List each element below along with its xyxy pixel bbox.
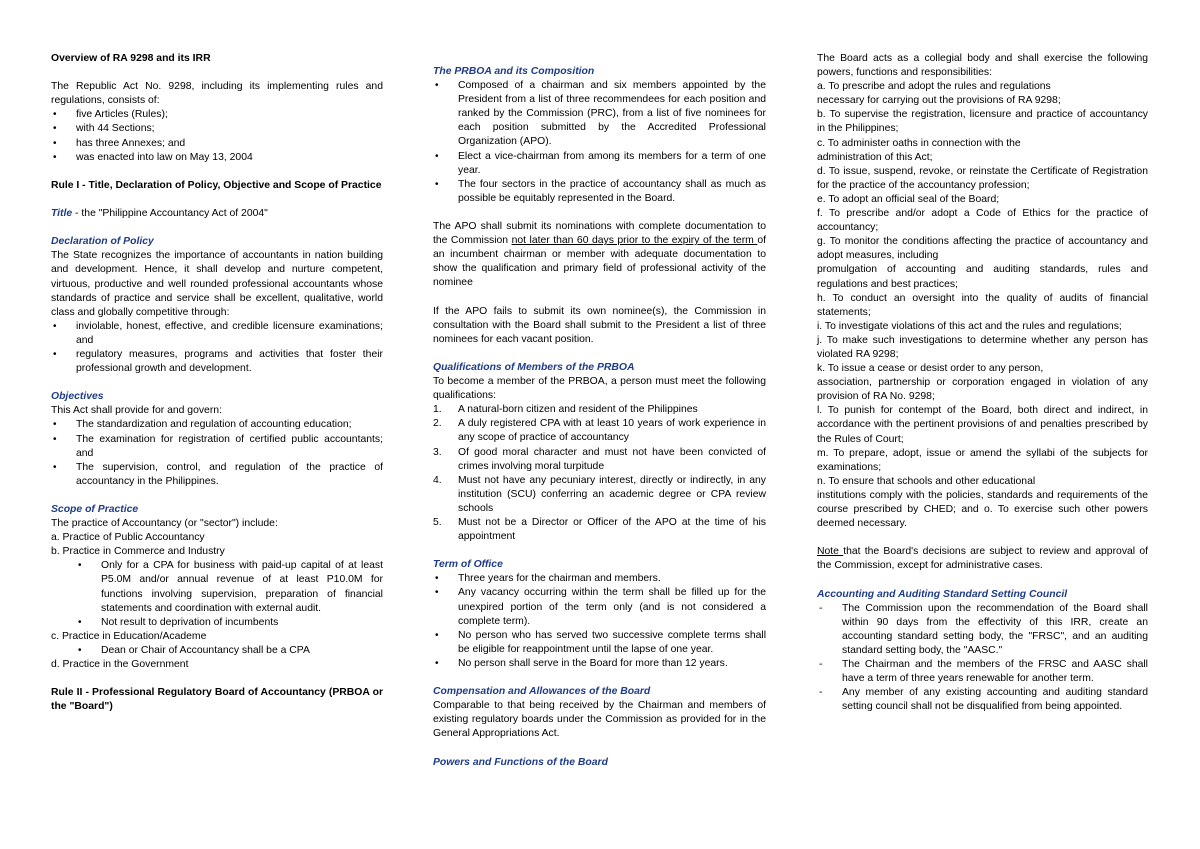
power-line: c. To administer oaths in connection with the	[817, 137, 1021, 149]
powers-intro: The Board acts as a collegial body and shall exercise the following powers, functions and responsibilities:	[817, 53, 1148, 79]
compensation-text: Comparable to that being received by the Chairman and members of existing regulatory boards under the Commission as provided for in the General Appropriations Act.	[433, 700, 766, 740]
power-line: promulgation of accounting and auditing standards, rules and regulations and best practices;	[817, 264, 1148, 290]
power-line: k. To issue a cease or desist order to any person,	[817, 363, 1044, 375]
term-heading: Term of Office	[433, 559, 503, 571]
list-item: • The standardization and regulation of accounting education;	[51, 418, 383, 432]
power-line: f. To prescribe and/or adopt a Code of Ethics for the practice of accountancy;	[817, 208, 1148, 234]
council-heading: Accounting and Auditing Standard Setting Council	[817, 588, 1068, 600]
council-list	[817, 602, 1148, 715]
list-item: • The examination for registration of certified public accountants; and	[51, 433, 383, 461]
list-item: • Dean or Chair of Accountancy shall be a CPA	[76, 644, 383, 658]
intro-text: The Republic Act No. 9298, including its implementing rules and regulations, consists of:	[51, 81, 383, 107]
title-line	[51, 207, 383, 221]
power-line: institutions comply with the policies, standards and requirements of the course prescribed by CHED; and o. To exercise such other powers deemed necessary.	[817, 489, 1148, 530]
list-item: • inviolable, honest, effective, and credible licensure examinations; and	[51, 320, 383, 348]
list-item	[433, 403, 766, 417]
objectives-list	[51, 418, 383, 488]
list-item	[433, 474, 766, 516]
power-line: e. To adopt an official seal of the Board;	[817, 193, 1000, 205]
item-text: Of good moral character and must not have been convicted of crimes involving moral turpitude	[458, 446, 766, 472]
power-line: association, partnership or corporation engaged in violation of any provision of RA No. 9298;	[817, 377, 1148, 403]
list-item	[433, 417, 766, 445]
list-item: • Three years for the chairman and members.	[433, 572, 766, 586]
list-item: • Any vacancy occurring within the term shall be filled up for the unexpired portion of the term only (and is not considered a complete term).	[433, 586, 766, 628]
apo-text-1: The APO shall submit its nominations with complete documentation to the Commission	[433, 221, 766, 247]
list-item: • regulatory measures, programs and activities that foster their professional growth and development.	[51, 348, 383, 376]
list-item: • No person who has served two successive complete terms shall be eligible for reappointment until the lapse of one year.	[433, 629, 766, 657]
composition-list	[433, 79, 766, 206]
list-item: - The Chairman and the members of the FRSC and AASC shall have a term of three years renewable for another term.	[817, 658, 1148, 686]
rule-1-title: Rule I - Title, Declaration of Policy, Objective and Scope of Practice	[51, 179, 382, 191]
list-item: • five Articles (Rules);	[51, 108, 383, 122]
list-item: - The Commission upon the recommendation of the Board shall within 90 days from the effectivity of this IRR, create an accounting standard setting body, the "FRSC", and an auditing standard setting body, the "AASC."	[817, 602, 1148, 658]
list-item: • Elect a vice-chairman from among its members for a term of one year.	[433, 150, 766, 178]
apo-paragraph	[433, 220, 766, 290]
scope-b: b. Practice in Commerce and Industry	[51, 546, 225, 558]
list-item	[433, 446, 766, 474]
power-line: g. To monitor the conditions affecting the practice of accountancy and adopt measures, including	[817, 236, 1148, 262]
power-line: administration of this Act;	[817, 151, 933, 163]
item-number: 3.	[433, 446, 442, 458]
list-item: • with 44 Sections;	[51, 122, 383, 136]
scope-c-list	[51, 644, 383, 658]
list-item: • has three Annexes; and	[51, 137, 383, 151]
power-line: m. To prepare, adopt, issue or amend the syllabi of the subjects for examinations;	[817, 447, 1148, 473]
list-item: • No person shall serve in the Board for more than 12 years.	[433, 657, 766, 671]
composition-heading: The PRBOA and its Composition	[433, 66, 595, 77]
list-item: • The four sectors in the practice of accountancy shall as much as possible be equitably represented in the Board.	[433, 178, 766, 206]
list-item	[433, 516, 766, 544]
power-line: a. To prescribe and adopt the rules and regulations	[817, 81, 1051, 93]
item-number: 5.	[433, 517, 442, 528]
item-number: 2.	[433, 418, 442, 430]
scope-heading: Scope of Practice	[51, 504, 139, 515]
item-text: A duly registered CPA with at least 10 years of work experience in any scope of practice of accountancy	[458, 418, 766, 444]
power-line: d. To issue, suspend, revoke, or reinstate the Certificate of Registration for the practice of the accountancy profession;	[817, 165, 1148, 191]
note-text: that the Board's decisions are subject to review and approval of the Commission, except for administrative cases.	[817, 546, 1148, 572]
power-line: i. To investigate violations of this act and the rules and regulations;	[817, 320, 1122, 332]
overview-title: Overview of RA 9298 and its IRR	[51, 53, 211, 64]
scope-d: d. Practice in the Government	[51, 659, 189, 671]
scope-c: c. Practice in Education/Academe	[51, 630, 207, 642]
objectives-text: This Act shall provide for and govern:	[51, 405, 222, 417]
powers-heading: Powers and Functions of the Board	[433, 756, 608, 768]
intro-list	[51, 108, 383, 164]
list-item: • Not result to deprivation of incumbents	[76, 616, 383, 630]
column-2	[433, 65, 766, 770]
objectives-heading: Objectives	[51, 391, 104, 403]
qualifications-heading: Qualifications of Members of the PRBOA	[433, 361, 635, 373]
apo-deadline-text: not later than 60 days prior to the expiry of the term	[511, 235, 758, 247]
title-label: Title	[51, 208, 73, 220]
item-text: A natural-born citizen and resident of the Philippines	[458, 404, 698, 416]
rule-2-title: Rule II - Professional Regulatory Board of Accountancy (PRBOA or the "Board")	[51, 687, 383, 713]
apo-fail-paragraph: If the APO fails to submit its own nominee(s), the Commission in consultation with the Board shall submit to the President a list of three nominees for each vacant position.	[433, 305, 766, 345]
power-line: h. To conduct an oversight into the quality of audits of financial statements;	[817, 292, 1148, 318]
power-line: b. To supervise the registration, licensure and practice of accountancy in the Philippines;	[817, 109, 1148, 135]
qualifications-list	[433, 403, 766, 544]
list-item: • was enacted into law on May 13, 2004	[51, 151, 383, 165]
column-1	[51, 52, 383, 714]
apo-text-2: of an incumbent chairman or member with adequate documentation to show the qualification and primary field of professional activity of the nominee	[433, 235, 766, 289]
item-text: Must not have any pecuniary interest, directly or indirectly, in any institution (SCU) conferring an academic degree or CPA review schools	[458, 474, 766, 514]
qualifications-text: To become a member of the PRBOA, a person must meet the following qualifications:	[433, 376, 766, 402]
list-item: • Only for a CPA for business with paid-up capital of at least P5.0M and/or annual revenue of at least P10.0M for functions involving supervision, preparation of financial statements and coordination with external audit.	[76, 559, 383, 615]
scope-b-list	[51, 559, 383, 629]
list-item: - Any member of any existing accounting and auditing standard setting council shall not be disqualified from being appointed.	[817, 686, 1148, 714]
scope-text: The practice of Accountancy (or "sector") include:	[51, 518, 278, 530]
declaration-heading: Declaration of Policy	[51, 236, 154, 248]
list-item: • Composed of a chairman and six members appointed by the President from a list of three recommendees for each position and ranked by the Commission (PRC), from a list of five nominees for each position submitted by the Accredited Professional Organization (APO).	[433, 79, 766, 149]
scope-a: a. Practice of Public Accountancy	[51, 532, 205, 544]
power-line: j. To make such investigations to determine whether any person has violated RA 9298;	[817, 334, 1148, 360]
note-label: Note	[817, 546, 844, 558]
list-item: • The supervision, control, and regulation of the practice of accountancy in the Philippines.	[51, 461, 383, 489]
item-text: Must not be a Director or Officer of the APO at the time of his appointment	[458, 517, 766, 543]
title-text: - the "Philippine Accountancy Act of 2004"	[72, 208, 268, 220]
note-paragraph	[817, 545, 1148, 573]
declaration-text: The State recognizes the importance of accountants in nation building and development. Hence, it shall develop and nurture competent, virtuous, productive and well rounded professional accountants whose standards of practice and service shall be excellent, qualitative, world class and globally competitive through:	[51, 250, 383, 318]
column-3	[817, 52, 1148, 714]
power-line: n. To ensure that schools and other educational	[817, 475, 1036, 487]
term-list	[433, 572, 766, 671]
power-line: necessary for carrying out the provisions of RA 9298;	[817, 95, 1061, 107]
declaration-list	[51, 320, 383, 376]
item-number: 4.	[433, 474, 442, 486]
compensation-heading: Compensation and Allowances of the Board	[433, 686, 651, 698]
item-number: 1.	[433, 404, 442, 416]
power-line: l. To punish for contempt of the Board, both direct and indirect, in accordance with the pertinent provisions of and penalties prescribed by the Rules of Court;	[817, 405, 1148, 445]
